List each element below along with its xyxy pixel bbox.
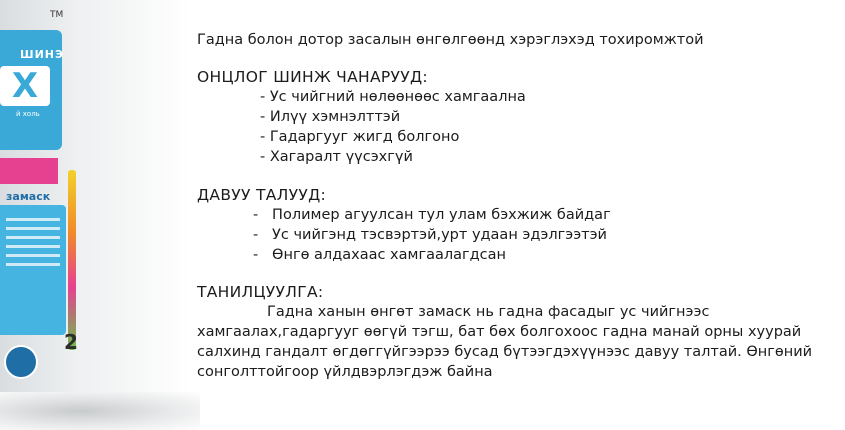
description-heading: ТАНИЛЦУУЛГА: [197, 283, 324, 301]
bag-tagline: й холь [16, 110, 40, 118]
bag-number: 2 [64, 330, 78, 354]
description-line: Гадна ханын өнгөт замаск нь гадна фасадыг ус чийгнээс [267, 304, 710, 320]
list-item: - Полимер агуулсан тул улам бэхжиж байдаг [253, 207, 611, 223]
list-item: - Илүү хэмнэлттэй [260, 109, 401, 125]
bag-shadow [0, 392, 200, 430]
bag-product-name: замаск [6, 190, 51, 203]
bag-panel-text-lines [6, 212, 60, 272]
list-item: - Ус чийгний нөлөөнөөс хамгаална [260, 89, 526, 105]
intro-text: Гадна болон дотор засалын өнгөлгөөнд хэрэглэхэд тохиромжтой [197, 32, 704, 48]
bag-round-logo-icon [4, 345, 38, 379]
bag-brand-text: ШИНЭ [20, 48, 65, 61]
bag-color-swatch [0, 158, 58, 184]
description-line: сонголттойгоор үйлдвэрлэгдэж байна [197, 364, 493, 380]
description-line: хамгаалах,гадаргууг өөгүй тэгш, бат бөх болгохоос гадна манай орны хуурай [197, 324, 802, 340]
list-item: - Гадаргууг жигд болгоно [260, 129, 460, 145]
list-item: - Ус чийгэнд тэсвэртэй,урт удаан эдэлгээтэй [253, 227, 607, 243]
bag-color-stripe [68, 170, 76, 350]
features-list [197, 87, 837, 167]
description-line: салхинд гандалт өгдөггүйгээрээ бусад бүтээгдэхүүнээс давуу талтай. Өнгөний [197, 344, 813, 360]
list-item: - Хагаралт үүсэхгүй [260, 149, 413, 165]
bag-tm-mark: TM [50, 10, 64, 20]
product-description [197, 30, 837, 382]
advantages-list [197, 205, 837, 265]
bag-logo-mark: X [0, 66, 50, 106]
list-item: - Өнгө алдахаас хамгаалагдсан [253, 247, 506, 263]
product-bag-image [0, 0, 190, 430]
description-paragraph [197, 302, 845, 382]
features-heading: ОНЦЛОГ ШИНЖ ЧАНАРУУД: [197, 68, 428, 86]
advantages-heading: ДАВУУ ТАЛУУД: [197, 186, 327, 204]
